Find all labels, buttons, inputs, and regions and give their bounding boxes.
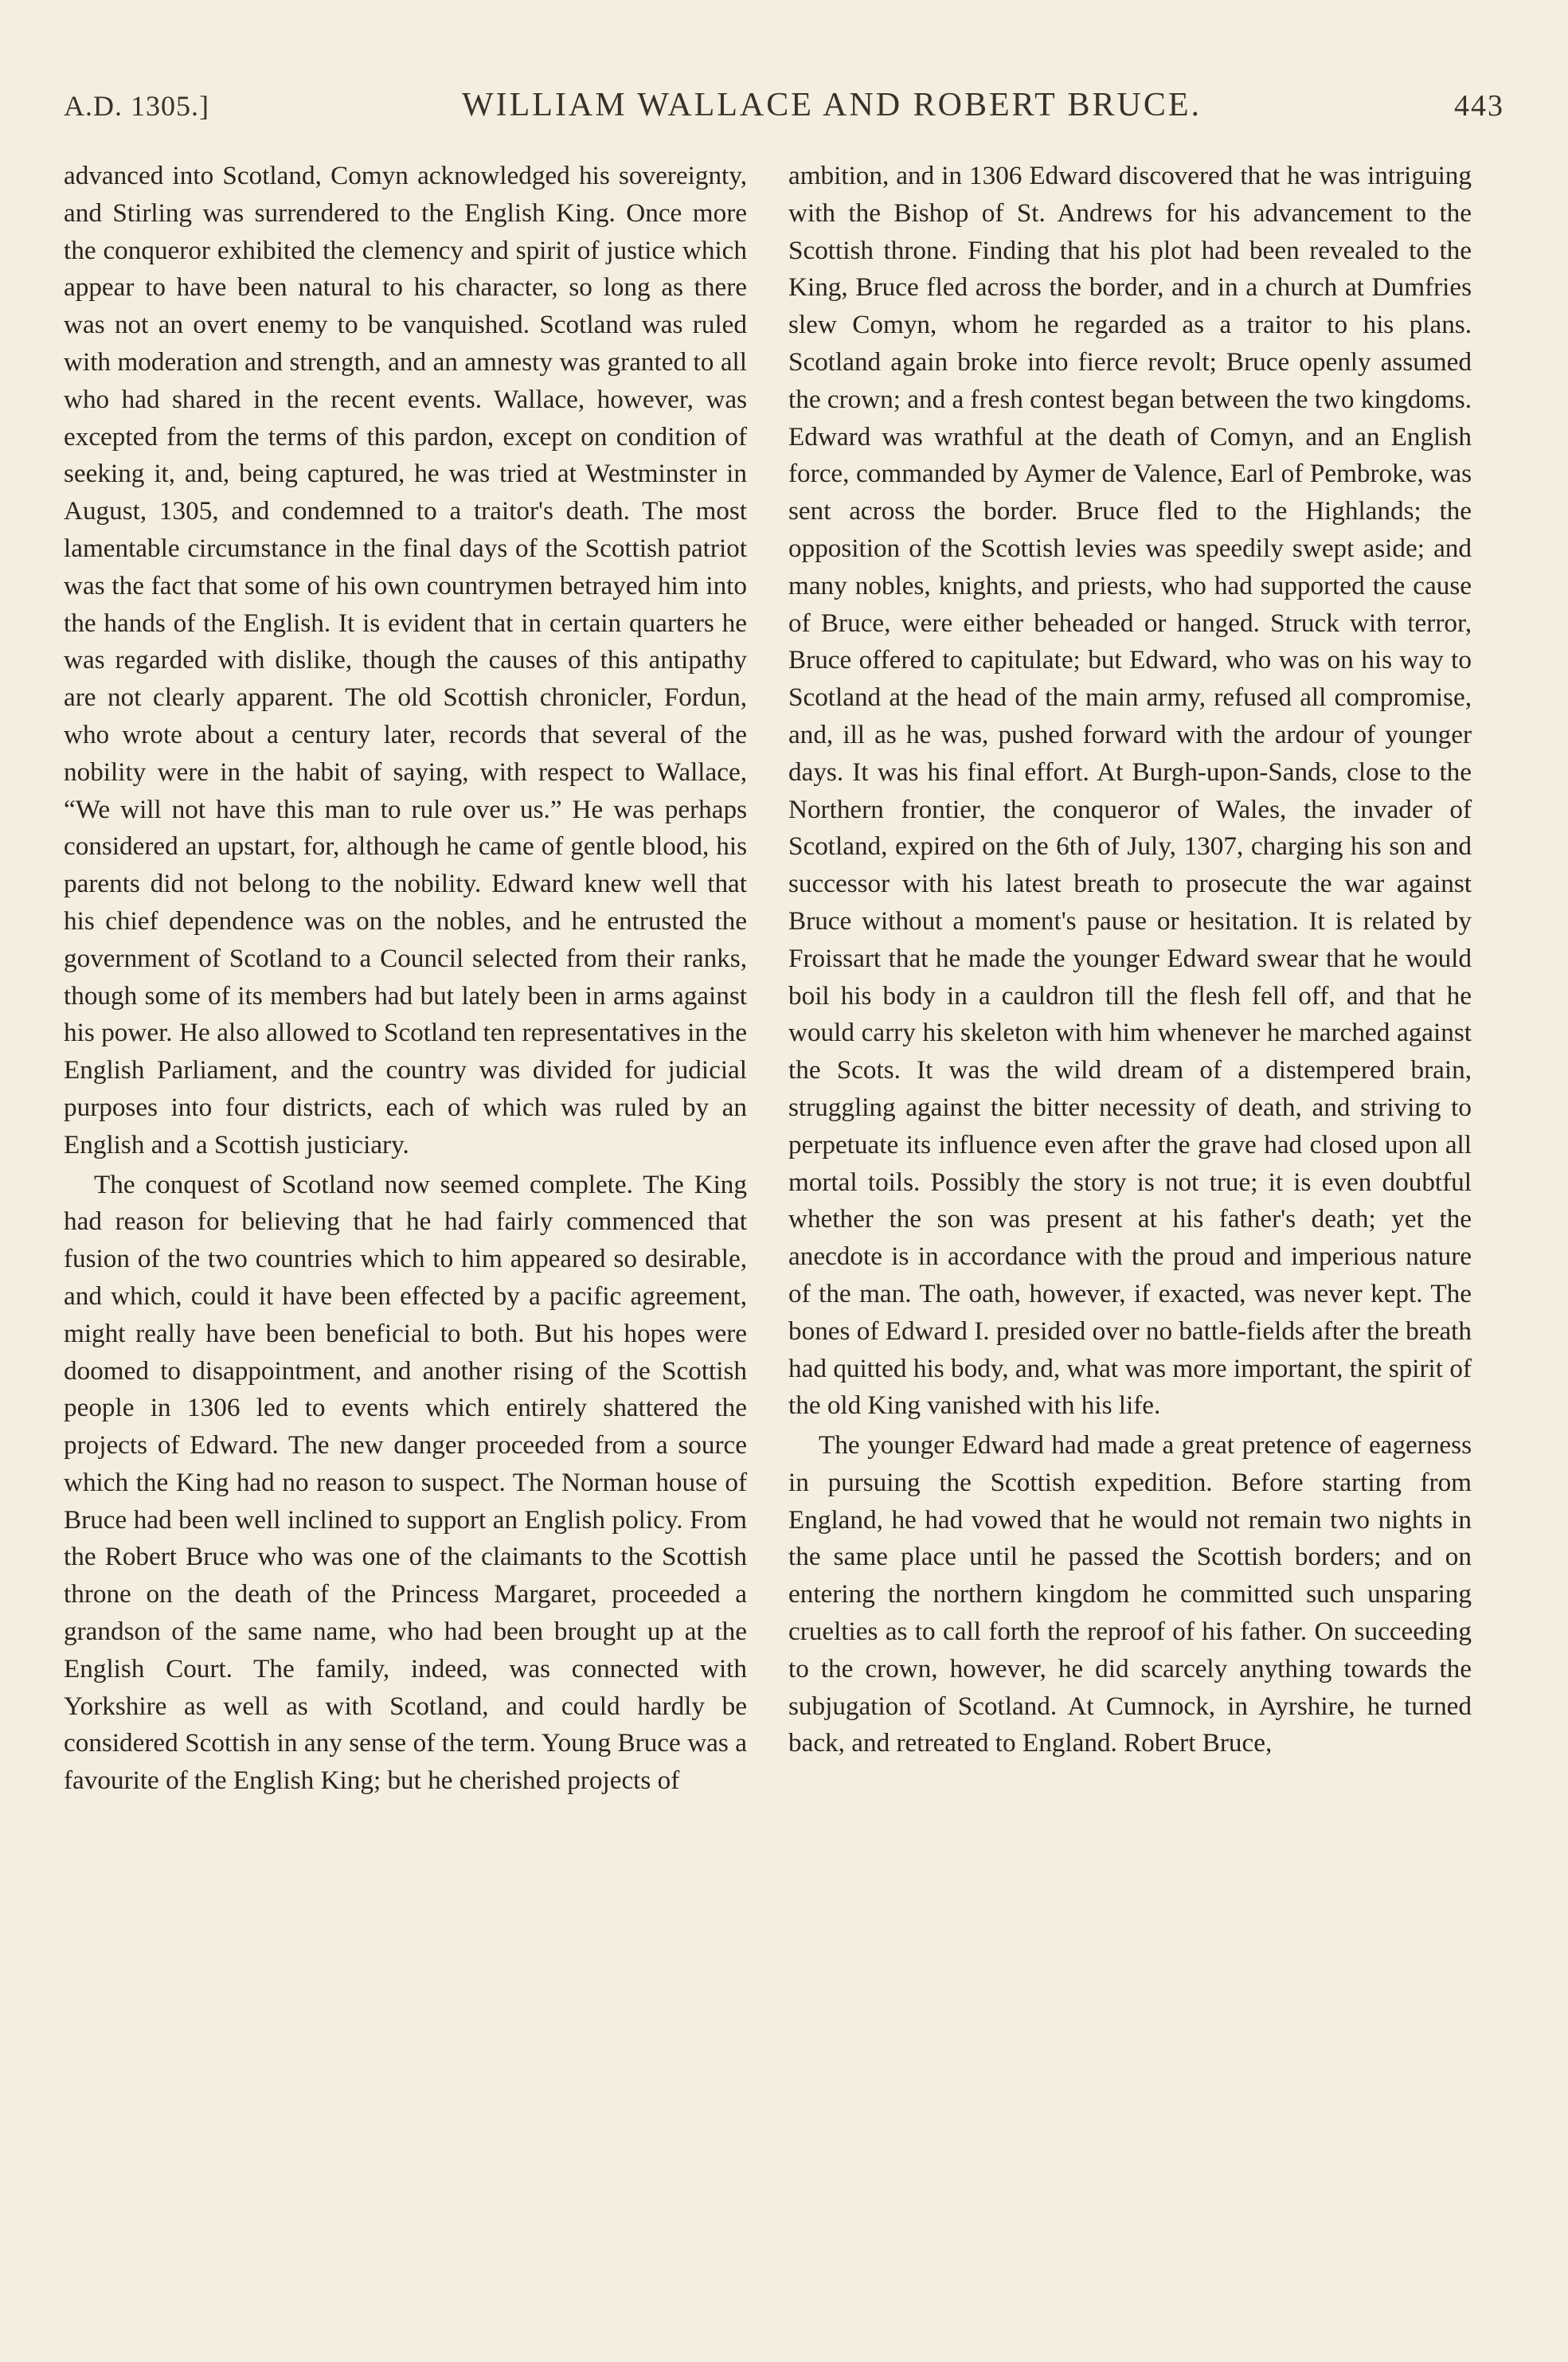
right-column — [788, 158, 1472, 1762]
header-title: WILLIAM WALLACE AND ROBERT BRUCE. — [461, 87, 1202, 123]
running-head — [64, 86, 1504, 134]
header-date: A.D. 1305.] — [64, 90, 209, 122]
left-paragraph-1: advanced into Scotland, Comyn acknowledged his sovereignty, and Stirling was surrendered to the English King. Once more the conqueror exhibited the clemency and spirit of justice which appear to have been natural to his character, so long as there was not an overt enemy to be vanquished. Scotland was ruled with moderation and strength, and an amnesty was granted to all who had shared in the recent events. Wallace, however, was excepted from the terms of this pardon, except on condition of seeking it, and, being captured, he was tried at Westminster in August, 1305, and condemned to a traitor's death. The most lamentable circumstance in the final days of the Scottish patriot was the fact that some of his own countrymen betrayed him into the hands of the English. It is evident that in certain quarters he was regarded with dislike, though the causes of this antipathy are not clearly apparent. The old Scottish chronicler, Fordun, who wrote about a century later, records that several of the nobility were in the habit of saying, with respect to Wallace, “We will not have this man to rule over us.” He was perhaps considered an upstart, for, although he came of gentle blood, his parents did not belong to the nobility. Edward knew well that his chief dependence was on the nobles, and he entrusted the government of Scotland to a Council selected from their ranks, though some of its members had but lately been in arms against his power. He also allowed to Scotland ten representatives in the English Parliament, and the country was divided for judicial purposes into four districts, each of which was ruled by an English and a Scottish justiciary. — [64, 161, 747, 1159]
page-number: 443 — [1454, 89, 1504, 123]
right-paragraph-2: The younger Edward had made a great pretence of eagerness in pursuing the Scottish expedition. Before starting from England, he had vowed that he would not remain two nights in the same place until he passed the Scottish borders; and on entering the northern kingdom he committed such unsparing cruelties as to call forth the reproof of his father. On succeeding to the crown, however, he did scarcely anything towards the subjugation of Scotland. At Cumnock, in Ayrshire, he turned back, and retreated to England. Robert Bruce, — [788, 1430, 1472, 1758]
left-paragraph-2: The conquest of Scotland now seemed complete. The King had reason for believing that he had fairly commenced that fusion of the two countries which to him appeared so desirable, and which, could it have been effected by a pacific agreement, might really have been beneficial to both. But his hopes were doomed to disappointment, and another rising of the Scottish people in 1306 led to events which entirely shattered the projects of Edward. The new danger proceeded from a source which the King had no reason to suspect. The Norman house of Bruce had been well inclined to support an English policy. From the Robert Bruce who was one of the claimants to the Scottish throne on the death of the Princess Margaret, proceeded a grandson of the same name, who had been brought up at the English Court. The family, indeed, was connected with Yorkshire as well as with Scotland, and could hardly be considered Scottish in any sense of the term. Young Bruce was a favourite of the English King; but he cherished projects of — [64, 1169, 747, 1796]
left-column — [64, 158, 747, 1800]
right-paragraph-1: ambition, and in 1306 Edward discovered that he was intriguing with the Bishop of St. Andrews for his advancement to the Scottish throne. Finding that his plot had been revealed to the King, Bruce fled across the border, and in a church at Dumfries slew Comyn, whom he regarded as a traitor to his plans. Scotland again broke into fierce revolt; Bruce openly assumed the crown; and a fresh contest began between the two kingdoms. Edward was wrathful at the death of Comyn, and an English force, commanded by Aymer de Valence, Earl of Pembroke, was sent across the border. Bruce fled to the Highlands; the opposition of the Scottish levies was speedily swept aside; and many nobles, knights, and priests, who had supported the cause of Bruce, were either beheaded or hanged. Struck with terror, Bruce offered to capitulate; but Edward, who was on his way to Scotland at the head of the main army, refused all compromise, and, ill as he was, pushed forward with the ardour of younger days. It was his final effort. At Burgh-upon-Sands, close to the Northern frontier, the conqueror of Wales, the invader of Scotland, expired on the 6th of July, 1307, charging his son and successor with his latest breath to prosecute the war against Bruce without a moment's pause or hesitation. It is related by Froissart that he made the younger Edward swear that he would boil his body in a cauldron till the flesh fell off, and that he would carry his skeleton with him whenever he marched against the Scots. It was the wild dream of a distempered brain, struggling against the bitter necessity of death, and striving to perpetuate its influence even after the grave had closed upon all mortal toils. Possibly the story is not true; it is even doubtful whether the son was present at his father's death; yet the anecdote is in accordance with the proud and imperious nature of the man. The oath, however, if exacted, was never kept. The bones of Edward I. presided over no battle-fields after the breath had quitted his body, and, what was more important, the spirit of the old King vanished with his life. — [788, 161, 1472, 1421]
